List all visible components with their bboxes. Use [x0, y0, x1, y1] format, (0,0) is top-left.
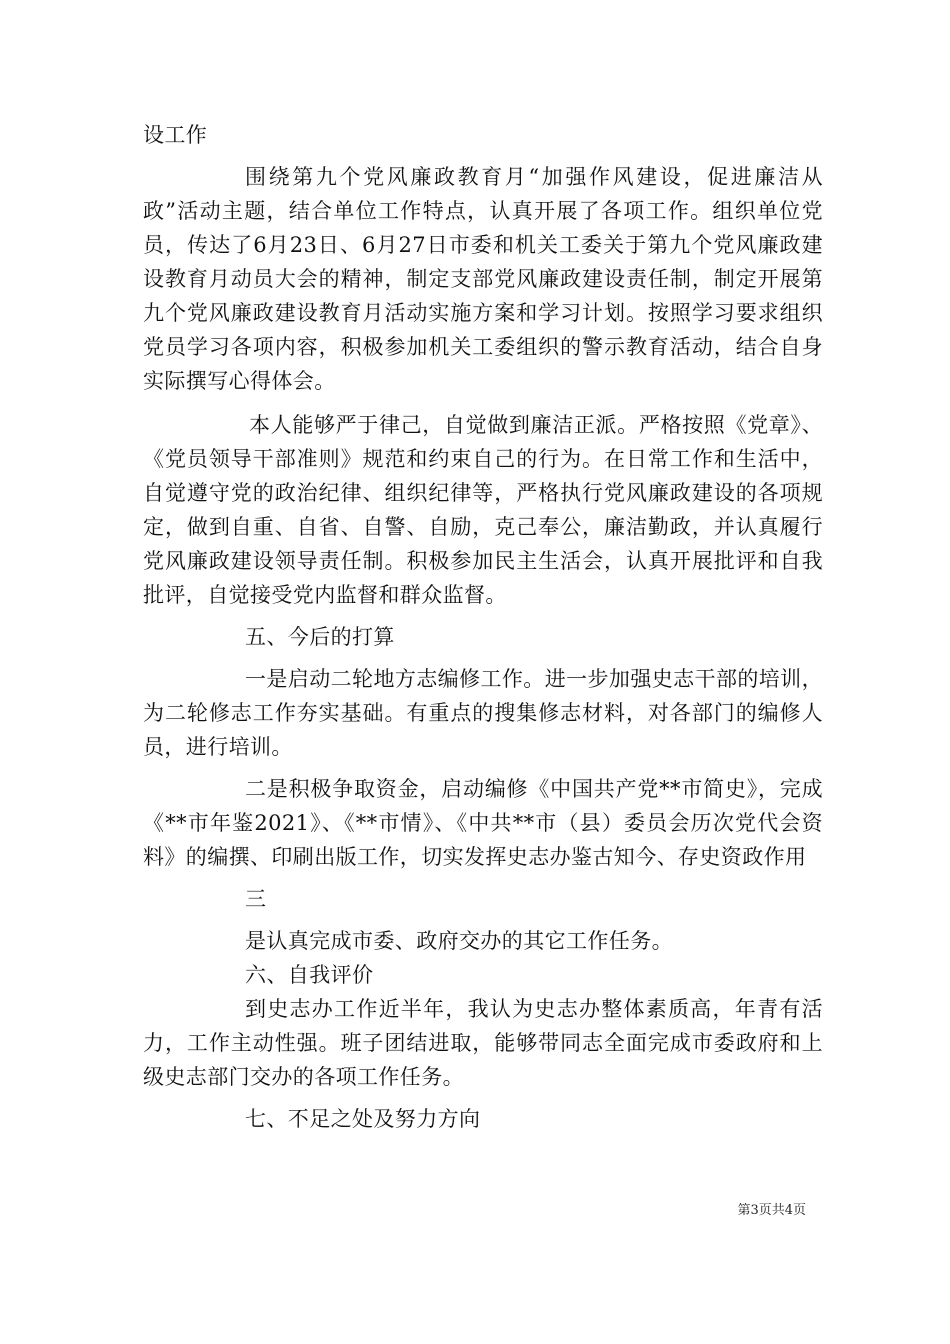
section-heading-shortcomings: 七、不足之处及努力方向 — [245, 1107, 481, 1131]
paragraph-plan-two: 二是积极争取资金，启动编修《中国共产党**市简史》，完成《**市年鉴2021》、《**市情》、《中共**市（县）委员会历次党代会资料》的编撰、印刷出版工作，切实发挥史志办鉴古知今、存史资政作用 — [143, 777, 823, 869]
paragraph-education-month: 围绕第九个党风廉政教育月“加强作风建设，促进廉洁从政”活动主题，结合单位工作特点，认真开展了各项工作。组织单位党员，传达了6月23日、6月27日市委和机关工委关于第九个党风廉政建设教育月动员大会的精神，制定支部党风廉政建设责任制，制定开展第九个党风廉政建设教育月活动实施方案和学习计划。按照学习要求组织党员学习各项内容，积极参加机关工委组织的警示教育活动，结合自身实际撰写心得体会。 — [143, 165, 823, 393]
paragraph-plan-three: 是认真完成市委、政府交办的其它工作任务。 — [245, 929, 673, 953]
paragraph-self-discipline: 本人能够严于律己，自觉做到廉洁正派。严格按照《党章》、《党员领导干部准则》规范和约束自己的行为。在日常工作和生活中，自觉遵守党的政治纪律、组织纪律等，严格执行党风廉政建设的各项规定，做到自重、自省、自警、自励，克己奉公，廉洁勤政，并认真履行党风廉政建设领导责任制。积极参加民主生活会，认真开展批评和自我批评，自觉接受党内监督和群众监督。 — [143, 413, 823, 607]
paragraph-plan-one: 一是启动二轮地方志编修工作。进一步加强史志干部的培训，为二轮修志工作夯实基础。有重点的搜集修志材料，对各部门的编修人员，进行培训。 — [143, 667, 823, 759]
section-heading-self-evaluation: 六、自我评价 — [245, 963, 374, 987]
paragraph-plan-three-marker: 三 — [245, 887, 267, 911]
section-heading-future-plans: 五、今后的打算 — [245, 625, 395, 649]
paragraph-self-evaluation: 到史志办工作近半年，我认为史志办整体素质高，年青有活力，工作主动性强。班子团结进取，能够带同志全面完成市委政府和上级史志部门交办的各项工作任务。 — [143, 997, 823, 1089]
page-number-footer: 第3页共4页 — [737, 1203, 806, 1218]
document-body — [143, 118, 823, 1136]
paragraph-continuation: 设工作 — [143, 123, 208, 147]
